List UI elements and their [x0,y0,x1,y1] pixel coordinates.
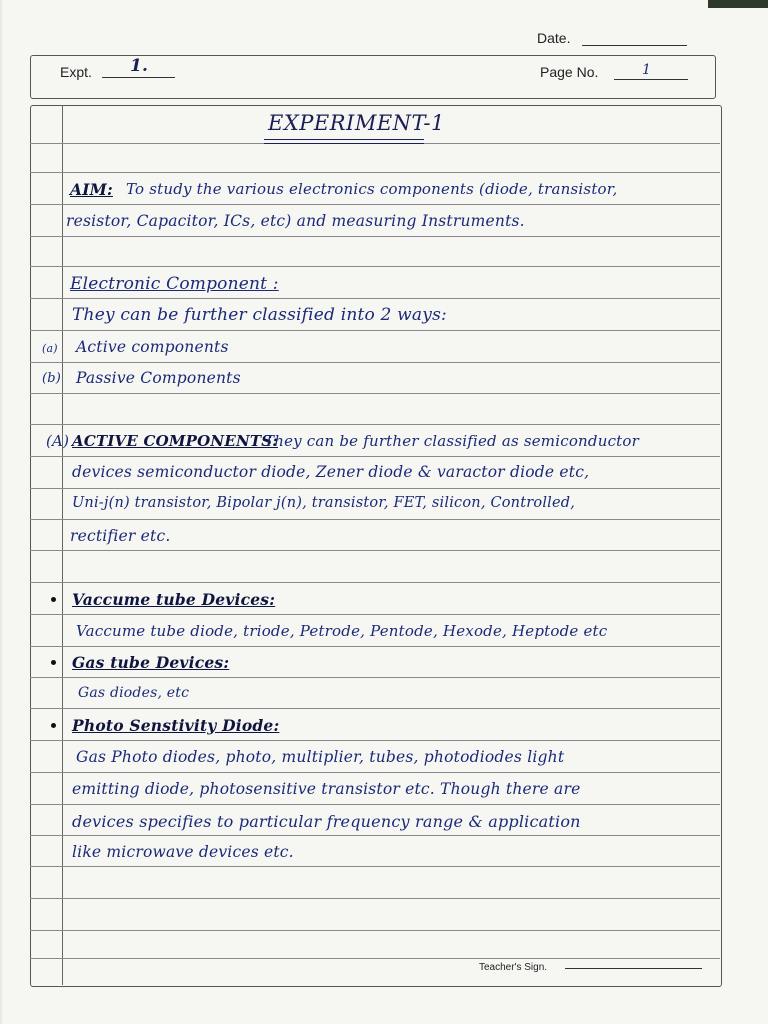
rule-line [30,298,720,299]
rule-line [30,835,720,836]
bullet-icon [51,660,56,665]
date-field [582,30,687,46]
rule-line [30,236,720,237]
item-a: Active components [76,338,229,356]
bullet-icon [51,597,56,602]
aim-line-1: To study the various electronics components (diode, transistor, [126,180,618,198]
notebook-page [2,0,768,1024]
active-line-1: They can be further classified as semiconductor [264,432,640,450]
rule-line [30,362,720,363]
title-underline [264,139,424,140]
photo-line-3: devices specifies to particular frequency range & application [72,812,581,831]
photo-heading: Photo Senstivity Diode: [72,716,280,735]
item-a-marker: (a) [42,342,58,355]
active-line-2: devices semiconductor diode, Zener diode & varactor diode etc, [72,463,590,481]
margin-line [62,105,63,985]
rule-line [30,740,720,741]
rule-line [30,930,720,931]
rule-line [30,677,720,678]
page-corner-shadow [708,0,768,8]
electronic-heading: Electronic Component : [70,274,279,294]
rule-line [30,646,720,647]
rule-line [30,266,720,267]
photo-line-1: Gas Photo diodes, photo, multiplier, tubes, photodiodes light [76,748,565,766]
item-b: Passive Components [76,369,241,387]
photo-line-4: like microwave devices etc. [72,843,294,861]
rule-line [30,456,720,457]
active-line-3: Uni-j(n) transistor, Bipolar j(n), transistor, FET, silicon, Controlled, [72,495,576,511]
active-heading: ACTIVE COMPONENTS: [72,432,278,450]
rule-line [30,708,720,709]
rule-line [30,393,720,394]
bullet-icon [51,723,56,728]
teacher-sign-field [565,958,702,969]
page-number: 1 [642,62,652,78]
title-underline [264,143,424,144]
rule-line [30,519,720,520]
electronic-intro: They can be further classified into 2 ways: [72,305,447,325]
rule-line [30,772,720,773]
rule-line [30,866,720,867]
page-title: EXPERIMENT-1 [268,111,445,135]
vacuum-line: Vaccume tube diode, triode, Petrode, Pentode, Hexode, Heptode etc [76,622,608,640]
aim-label: AIM: [70,180,113,199]
rule-line [30,582,720,583]
page-no-label: Page No. [540,64,599,80]
rule-line [30,330,720,331]
aim-line-2: resistor, Capacitor, ICs, etc) and measuring Instruments. [66,212,525,230]
teacher-sign-label: Teacher's Sign. [479,962,548,973]
date-label: Date. [537,30,571,46]
rule-line [30,172,720,173]
item-b-marker: (b) [42,371,62,386]
photo-line-2: emitting diode, photosensitive transistor etc. Though there are [72,780,581,798]
rule-line [30,614,720,615]
active-marker: (A) [46,432,70,450]
vacuum-heading: Vaccume tube Devices: [72,590,276,609]
expt-number: 1. [130,56,149,76]
rule-line [30,204,720,205]
rule-line [30,898,720,899]
rule-line [30,488,720,489]
gas-heading: Gas tube Devices: [72,653,230,672]
expt-label: Expt. [60,64,92,80]
active-line-4: rectifier etc. [70,527,171,545]
rule-line [30,804,720,805]
gas-line: Gas diodes, etc [78,685,190,701]
rule-line [30,424,720,425]
rule-line [30,550,720,551]
